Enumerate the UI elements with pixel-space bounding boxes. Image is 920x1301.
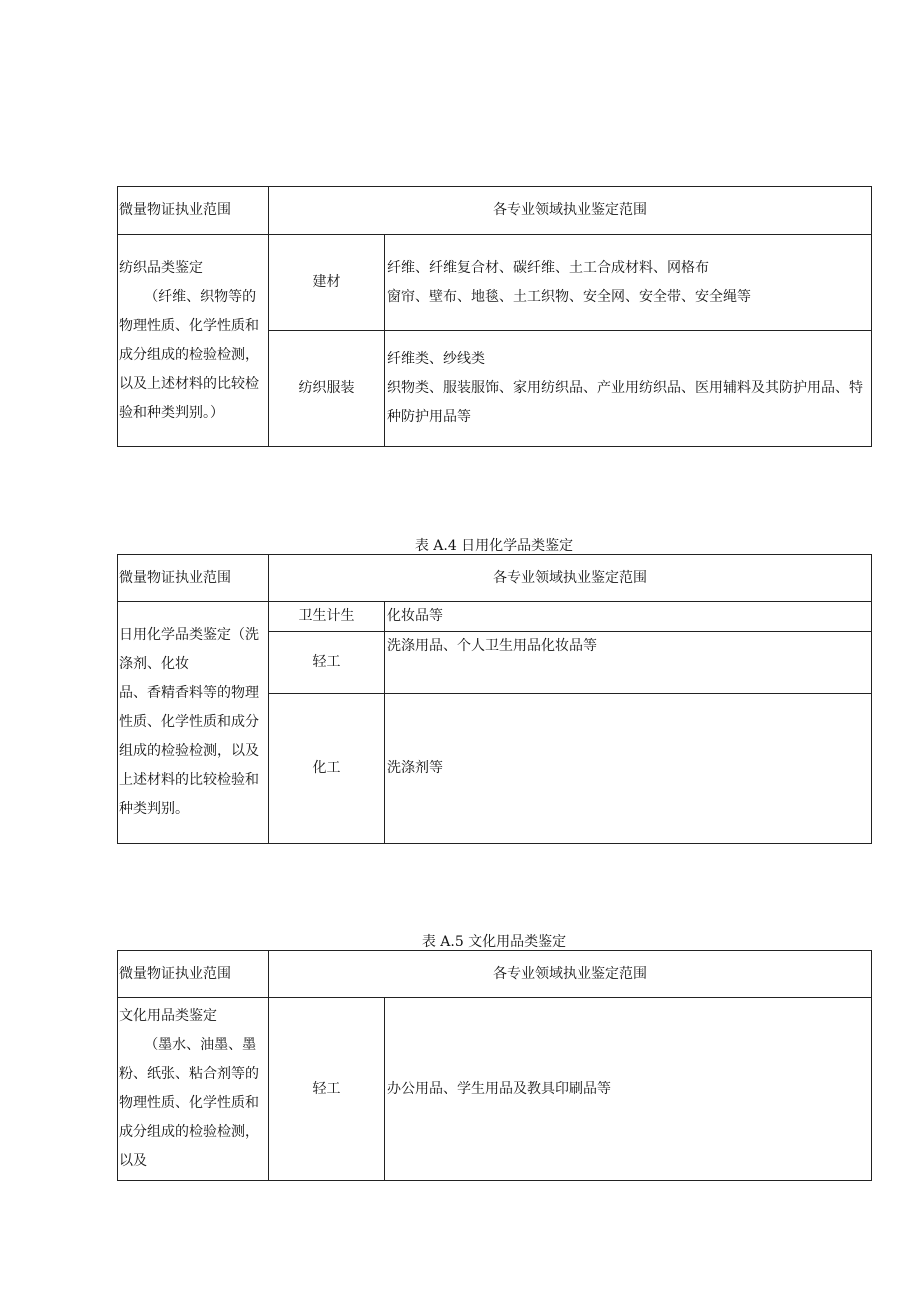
field-label: 建材 bbox=[269, 235, 385, 331]
scope-detail: （墨水、油墨、墨粉、纸张、粘合剂等的物理性质、化学性质和成分组成的检验检测，以及 bbox=[119, 1037, 259, 1169]
field-label: 卫生计生 bbox=[269, 602, 385, 632]
scope-line: 洗涤用品、个人卫生用品化妆品等 bbox=[385, 632, 872, 694]
header-domain-label: 各专业领域执业鉴定范围 bbox=[269, 187, 872, 235]
header-scope-label: 微量物证执业范围 bbox=[118, 187, 269, 235]
field-label: 化工 bbox=[269, 694, 385, 844]
header-domain-label: 各专业领域执业鉴定范围 bbox=[269, 951, 872, 998]
scope-cell bbox=[118, 998, 269, 1181]
table-stationery bbox=[117, 950, 872, 1181]
field-label: 轻工 bbox=[269, 998, 385, 1181]
scope-line: 织物类、服装服饰、家用纺织品、产业用纺织品、医用辅料及其防护用品、特种防护用品等 bbox=[387, 380, 863, 425]
scope-line: 洗涤剂等 bbox=[385, 694, 872, 844]
header-scope-label: 微量物证执业范围 bbox=[118, 555, 269, 602]
scope-line: 纤维类、纱线类 bbox=[387, 351, 485, 367]
scope-cell bbox=[118, 235, 269, 447]
table-textile bbox=[117, 186, 872, 447]
scope-line: 办公用品、学生用品及教具印刷品等 bbox=[385, 998, 872, 1181]
scope-detail: 品、香精香料等的物理性质、化学性质和成分组成的检验检测，以及上述材料的比较检验和种类判别。 bbox=[119, 685, 259, 817]
field-label: 纺织服装 bbox=[269, 331, 385, 447]
header-domain-label: 各专业领域执业鉴定范围 bbox=[269, 555, 872, 602]
scope-title: 文化用品类鉴定 bbox=[119, 1008, 217, 1024]
scope-cell bbox=[118, 602, 269, 844]
scope-line: 化妆品等 bbox=[385, 602, 872, 632]
scope-line: 窗帘、壁布、地毯、土工织物、安全网、安全带、安全绳等 bbox=[387, 288, 751, 305]
table-daily-chemicals bbox=[117, 554, 872, 844]
scope-title: 纺织品类鉴定 bbox=[119, 259, 203, 276]
header-scope-label: 微量物证执业范围 bbox=[118, 951, 269, 998]
table-caption: 表 A.5 文化用品类鉴定 bbox=[421, 934, 567, 950]
field-scope bbox=[385, 331, 872, 447]
scope-detail: （纤维、织物等的物理性质、化学性质和成分组成的检验检测，以及上述材料的比较检验和种类判别。） bbox=[119, 288, 259, 421]
field-label: 轻工 bbox=[269, 632, 385, 694]
scope-line: 纤维、纤维复合材、碳纤维、土工合成材料、网格布 bbox=[387, 259, 709, 276]
table-caption: 表 A.4 日用化学品类鉴定 bbox=[414, 538, 574, 554]
field-scope bbox=[385, 235, 872, 331]
scope-title: 日用化学品类鉴定（洗涤剂、化妆 bbox=[119, 627, 259, 672]
